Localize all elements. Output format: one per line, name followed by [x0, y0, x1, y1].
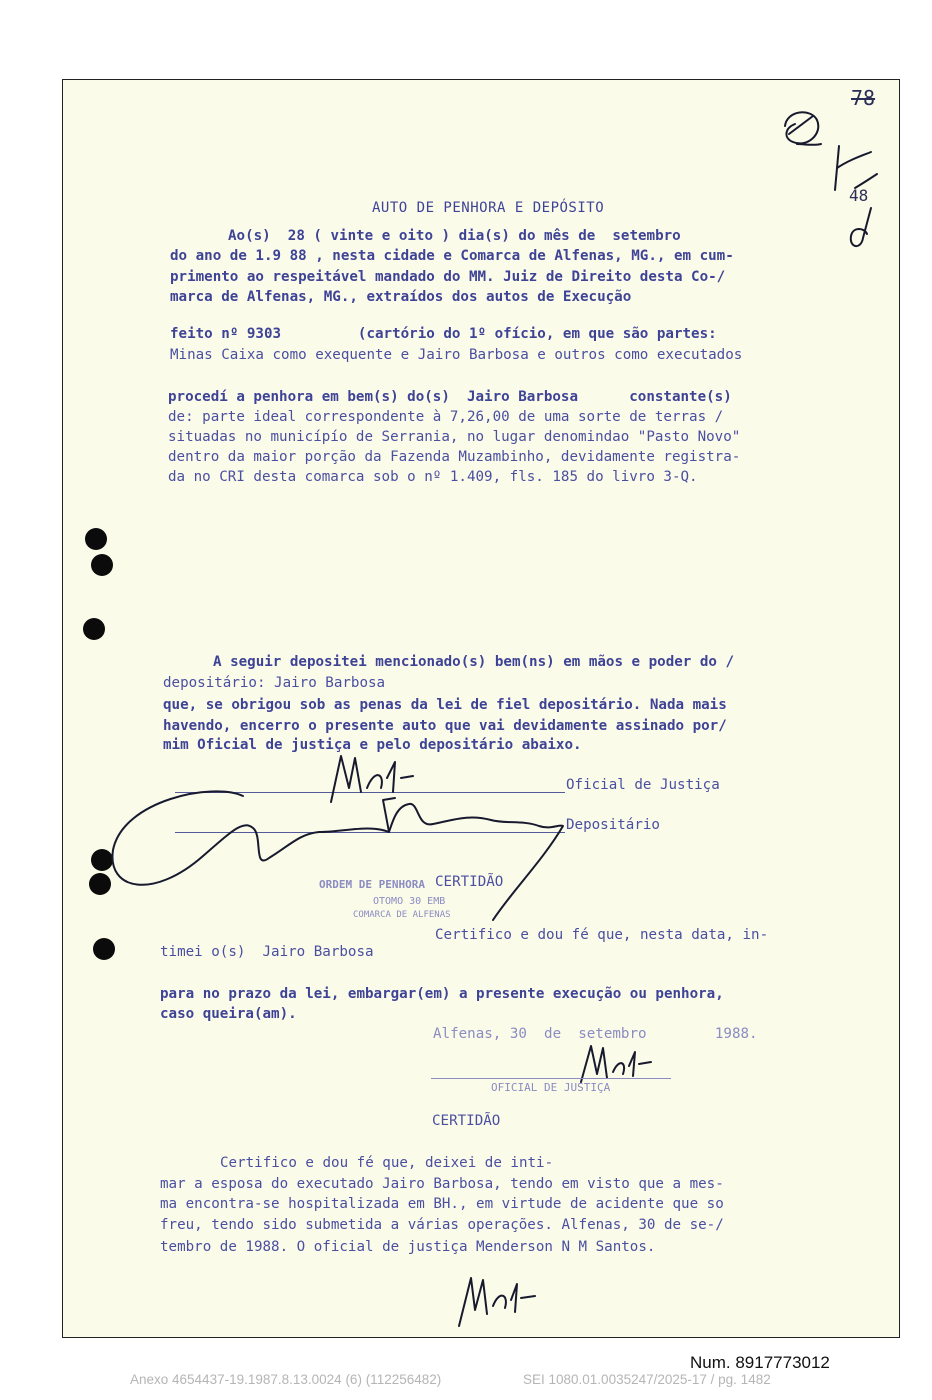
para1-line4: marca de Alfenas, MG., extraídos dos autos de Execução [170, 289, 632, 305]
date-line: Alfenas, 30 de setembro 1988. [433, 1026, 758, 1042]
certidao2-line1: Certifico e dou fé que, deixei de inti- [220, 1155, 554, 1171]
oficial-label: Oficial de Justiça [566, 777, 720, 793]
certidao2-line5: tembro de 1988. O oficial de justiça Menderson N M Santos. [160, 1239, 656, 1255]
date-signature-line [431, 1078, 671, 1079]
certidao1-body: Certifico e dou fé que, nesta data, in- [435, 927, 769, 943]
para1-line2: do ano de 1.9 88 , nesta cidade e Comarca de Alfenas, MG., em cum- [170, 248, 734, 264]
rubric-mark-icon [777, 104, 827, 154]
para1-line1: Ao(s) 28 ( vinte e oito ) dia(s) do mês de setembro [228, 228, 681, 244]
margin-note-78: 78 [851, 86, 876, 110]
prazo-line2: caso queira(am). [160, 1006, 297, 1022]
para1-line3: primento ao respeitável mandado do MM. Juiz de Direito desta Co-/ [170, 269, 726, 285]
penhora-line1: procedí a penhora em bem(s) do(s) Jairo Barbosa constante(s) [168, 389, 732, 405]
certidao2-line4: freu, tendo sido submetida a várias operações. Alfenas, 30 de se-/ [160, 1217, 724, 1233]
feito-line: feito nº 9303 (cartório do 1º ofício, em que são partes: [170, 326, 717, 342]
footer-num: Num. 8917773012 [690, 1353, 830, 1372]
footer-anexo: Anexo 4654437-19.1987.8.13.0024 (6) (112256482) [130, 1372, 442, 1387]
punch-hole [83, 618, 105, 640]
punch-hole [91, 554, 113, 576]
margin-note-48: 48 [849, 186, 869, 205]
final-signature [453, 1270, 543, 1330]
punch-hole [93, 938, 115, 960]
deposito-line2: depositário: Jairo Barbosa [163, 675, 386, 691]
deposito-line4: havendo, encerro o presente auto que vai devidamente assinado por/ [163, 718, 727, 734]
certidao2-line2: mar a esposa do executado Jairo Barbosa, tendo em visto que a mes- [160, 1176, 724, 1192]
prazo-line1: para no prazo da lei, embargar(em) a presente execução ou penhora, [160, 986, 724, 1002]
punch-hole [85, 528, 107, 550]
document-page [62, 79, 900, 1338]
deposito-line1: A seguir depositei mencionado(s) bem(ns) em mãos e poder do / [213, 654, 735, 670]
deposito-line3: que, se obrigou sob as penas da lei de fiel depositário. Nada mais [163, 697, 727, 713]
initials-mark-icon [831, 138, 891, 258]
depositario-label: Depositário [566, 817, 660, 833]
penhora-line4: dentro da maior porção da Fazenda Muzambinho, devidamente registra- [168, 449, 741, 465]
oficial-stamp-label: OFICIAL DE JUSTIÇA [491, 1081, 611, 1094]
partes-line: Minas Caixa como exequente e Jairo Barbosa e outros como executados [170, 347, 743, 363]
certidao2-title: CERTIDÃO [432, 1113, 501, 1129]
penhora-line3: situadas no municípío de Serrania, no lugar denomindao "Pasto Novo" [168, 429, 741, 445]
document-title: AUTO DE PENHORA E DEPÓSITO [372, 200, 605, 216]
penhora-line2: de: parte ideal correspondente à 7,26,00 de uma sorte de terras / [168, 409, 724, 425]
intimei-line: timei o(s) Jairo Barbosa [160, 944, 374, 960]
penhora-line5: da no CRI desta comarca sob o nº 1.409, fls. 185 do livro 3-Q. [168, 469, 698, 485]
oficial-date-signature [577, 1040, 657, 1086]
footer-sei: SEI 1080.01.0035247/2025-17 / pg. 1482 [523, 1372, 771, 1387]
deposito-line5: mim Oficial de justiça e pelo depositário abaixo. [163, 737, 582, 753]
certidao2-line3: ma encontra-se hospitalizada em BH., em virtude de acidente que so [160, 1196, 724, 1212]
court-stamp: ORDEM DE PENHORA OTOMO 30 EMB COMARCA DE ALFENAS [319, 878, 451, 920]
certidao1-title: CERTIDÃO [435, 874, 504, 890]
